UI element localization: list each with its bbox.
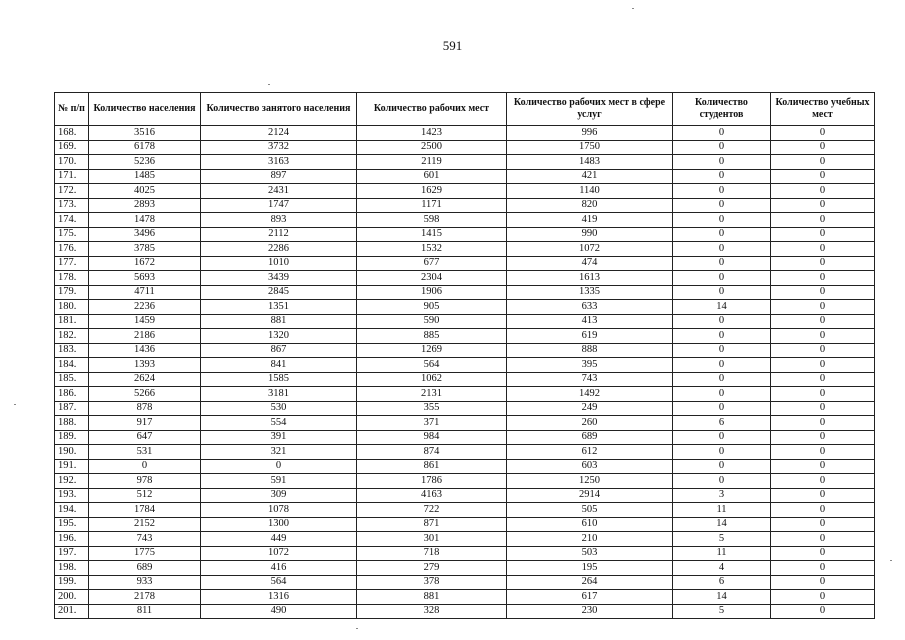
cell-col-study-places: 0 xyxy=(771,546,875,561)
cell-col-students: 0 xyxy=(673,126,771,141)
cell-col-population: 1784 xyxy=(89,503,201,518)
table-row xyxy=(55,387,875,402)
cell-col-students: 14 xyxy=(673,517,771,532)
cell-col-students: 0 xyxy=(673,358,771,373)
table-row xyxy=(55,329,875,344)
cell-col-jobs: 677 xyxy=(357,256,507,271)
cell-col-service-jobs: 474 xyxy=(507,256,673,271)
cell-col-no: 183. xyxy=(55,343,89,358)
table-row xyxy=(55,604,875,619)
cell-col-no: 200. xyxy=(55,590,89,605)
cell-col-study-places: 0 xyxy=(771,358,875,373)
cell-col-population: 2624 xyxy=(89,372,201,387)
table-row xyxy=(55,503,875,518)
table-row xyxy=(55,546,875,561)
cell-col-employed: 2112 xyxy=(201,227,357,242)
cell-col-students: 0 xyxy=(673,445,771,460)
cell-col-service-jobs: 1613 xyxy=(507,271,673,286)
cell-col-jobs: 1269 xyxy=(357,343,507,358)
cell-col-no: 201. xyxy=(55,604,89,619)
cell-col-employed: 1300 xyxy=(201,517,357,532)
scan-speck xyxy=(268,84,270,85)
cell-col-employed: 0 xyxy=(201,459,357,474)
table-row xyxy=(55,213,875,228)
cell-col-population: 2893 xyxy=(89,198,201,213)
cell-col-students: 14 xyxy=(673,300,771,315)
cell-col-service-jobs: 195 xyxy=(507,561,673,576)
cell-col-service-jobs: 617 xyxy=(507,590,673,605)
table-row xyxy=(55,256,875,271)
cell-col-study-places: 0 xyxy=(771,401,875,416)
cell-col-jobs: 328 xyxy=(357,604,507,619)
cell-col-population: 1436 xyxy=(89,343,201,358)
cell-col-service-jobs: 743 xyxy=(507,372,673,387)
cell-col-population: 743 xyxy=(89,532,201,547)
table-row xyxy=(55,474,875,489)
cell-col-no: 169. xyxy=(55,140,89,155)
cell-col-jobs: 718 xyxy=(357,546,507,561)
cell-col-jobs: 598 xyxy=(357,213,507,228)
cell-col-study-places: 0 xyxy=(771,285,875,300)
cell-col-students: 11 xyxy=(673,503,771,518)
cell-col-employed: 881 xyxy=(201,314,357,329)
cell-col-jobs: 874 xyxy=(357,445,507,460)
cell-col-jobs: 871 xyxy=(357,517,507,532)
table-row xyxy=(55,126,875,141)
cell-col-population: 2186 xyxy=(89,329,201,344)
cell-col-population: 647 xyxy=(89,430,201,445)
cell-col-no: 176. xyxy=(55,242,89,257)
cell-col-no: 194. xyxy=(55,503,89,518)
cell-col-employed: 1072 xyxy=(201,546,357,561)
cell-col-service-jobs: 996 xyxy=(507,126,673,141)
cell-col-employed: 3181 xyxy=(201,387,357,402)
cell-col-jobs: 885 xyxy=(357,329,507,344)
cell-col-population: 531 xyxy=(89,445,201,460)
cell-col-service-jobs: 619 xyxy=(507,329,673,344)
cell-col-population: 2236 xyxy=(89,300,201,315)
cell-col-service-jobs: 603 xyxy=(507,459,673,474)
cell-col-population: 2152 xyxy=(89,517,201,532)
cell-col-students: 0 xyxy=(673,285,771,300)
cell-col-no: 173. xyxy=(55,198,89,213)
cell-col-students: 0 xyxy=(673,184,771,199)
cell-col-population: 1485 xyxy=(89,169,201,184)
cell-col-employed: 1078 xyxy=(201,503,357,518)
cell-col-students: 0 xyxy=(673,242,771,257)
cell-col-employed: 554 xyxy=(201,416,357,431)
cell-col-employed: 2286 xyxy=(201,242,357,257)
cell-col-employed: 591 xyxy=(201,474,357,489)
cell-col-population: 811 xyxy=(89,604,201,619)
cell-col-population: 978 xyxy=(89,474,201,489)
cell-col-students: 0 xyxy=(673,401,771,416)
cell-col-population: 4025 xyxy=(89,184,201,199)
cell-col-students: 11 xyxy=(673,546,771,561)
cell-col-population: 0 xyxy=(89,459,201,474)
table-row xyxy=(55,488,875,503)
cell-col-employed: 309 xyxy=(201,488,357,503)
cell-col-service-jobs: 419 xyxy=(507,213,673,228)
cell-col-employed: 2845 xyxy=(201,285,357,300)
table-row xyxy=(55,445,875,460)
cell-col-students: 3 xyxy=(673,488,771,503)
scan-speck xyxy=(356,628,358,629)
cell-col-no: 198. xyxy=(55,561,89,576)
cell-col-students: 14 xyxy=(673,590,771,605)
scan-speck xyxy=(14,404,16,405)
cell-col-no: 196. xyxy=(55,532,89,547)
cell-col-service-jobs: 610 xyxy=(507,517,673,532)
cell-col-jobs: 2119 xyxy=(357,155,507,170)
cell-col-no: 187. xyxy=(55,401,89,416)
cell-col-study-places: 0 xyxy=(771,169,875,184)
cell-col-no: 181. xyxy=(55,314,89,329)
cell-col-study-places: 0 xyxy=(771,126,875,141)
cell-col-students: 0 xyxy=(673,430,771,445)
cell-col-population: 5236 xyxy=(89,155,201,170)
cell-col-study-places: 0 xyxy=(771,561,875,576)
cell-col-service-jobs: 260 xyxy=(507,416,673,431)
cell-col-employed: 1747 xyxy=(201,198,357,213)
cell-col-population: 3516 xyxy=(89,126,201,141)
cell-col-no: 190. xyxy=(55,445,89,460)
cell-col-jobs: 355 xyxy=(357,401,507,416)
table-row xyxy=(55,169,875,184)
cell-col-employed: 391 xyxy=(201,430,357,445)
cell-col-employed: 2431 xyxy=(201,184,357,199)
cell-col-employed: 416 xyxy=(201,561,357,576)
cell-col-students: 0 xyxy=(673,227,771,242)
cell-col-employed: 321 xyxy=(201,445,357,460)
cell-col-study-places: 0 xyxy=(771,474,875,489)
table-row xyxy=(55,343,875,358)
cell-col-study-places: 0 xyxy=(771,271,875,286)
cell-col-students: 0 xyxy=(673,198,771,213)
cell-col-jobs: 590 xyxy=(357,314,507,329)
cell-col-employed: 2124 xyxy=(201,126,357,141)
cell-col-population: 2178 xyxy=(89,590,201,605)
cell-col-jobs: 2500 xyxy=(357,140,507,155)
cell-col-service-jobs: 249 xyxy=(507,401,673,416)
table-header xyxy=(55,93,875,126)
cell-col-study-places: 0 xyxy=(771,329,875,344)
table-row xyxy=(55,532,875,547)
page-number: 591 xyxy=(442,38,463,53)
cell-col-no: 186. xyxy=(55,387,89,402)
cell-col-study-places: 0 xyxy=(771,459,875,474)
cell-col-population: 1775 xyxy=(89,546,201,561)
cell-col-no: 168. xyxy=(55,126,89,141)
table-row xyxy=(55,198,875,213)
header-col-population: Количество населения xyxy=(89,93,201,126)
cell-col-service-jobs: 1072 xyxy=(507,242,673,257)
cell-col-jobs: 881 xyxy=(357,590,507,605)
cell-col-jobs: 2131 xyxy=(357,387,507,402)
cell-col-employed: 530 xyxy=(201,401,357,416)
cell-col-study-places: 0 xyxy=(771,445,875,460)
header-col-no: № п/п xyxy=(55,93,89,126)
cell-col-students: 0 xyxy=(673,387,771,402)
cell-col-no: 182. xyxy=(55,329,89,344)
table-row xyxy=(55,372,875,387)
cell-col-students: 0 xyxy=(673,474,771,489)
cell-col-no: 193. xyxy=(55,488,89,503)
scan-speck xyxy=(890,560,892,561)
table-row xyxy=(55,358,875,373)
cell-col-study-places: 0 xyxy=(771,343,875,358)
cell-col-employed: 1320 xyxy=(201,329,357,344)
cell-col-employed: 490 xyxy=(201,604,357,619)
cell-col-no: 191. xyxy=(55,459,89,474)
table-row xyxy=(55,575,875,590)
cell-col-employed: 867 xyxy=(201,343,357,358)
cell-col-service-jobs: 1492 xyxy=(507,387,673,402)
table-row xyxy=(55,271,875,286)
table-row xyxy=(55,227,875,242)
cell-col-students: 5 xyxy=(673,532,771,547)
cell-col-jobs: 1423 xyxy=(357,126,507,141)
cell-col-employed: 3732 xyxy=(201,140,357,155)
cell-col-study-places: 0 xyxy=(771,372,875,387)
cell-col-students: 0 xyxy=(673,169,771,184)
table-row xyxy=(55,300,875,315)
cell-col-no: 189. xyxy=(55,430,89,445)
cell-col-population: 1478 xyxy=(89,213,201,228)
cell-col-no: 175. xyxy=(55,227,89,242)
cell-col-population: 1459 xyxy=(89,314,201,329)
cell-col-service-jobs: 633 xyxy=(507,300,673,315)
cell-col-population: 878 xyxy=(89,401,201,416)
table-row xyxy=(55,242,875,257)
cell-col-study-places: 0 xyxy=(771,140,875,155)
cell-col-population: 3785 xyxy=(89,242,201,257)
header-col-employed: Количество занятого населения xyxy=(201,93,357,126)
cell-col-service-jobs: 505 xyxy=(507,503,673,518)
cell-col-service-jobs: 1335 xyxy=(507,285,673,300)
scan-speck xyxy=(632,8,634,9)
cell-col-study-places: 0 xyxy=(771,488,875,503)
cell-col-students: 0 xyxy=(673,155,771,170)
cell-col-service-jobs: 1250 xyxy=(507,474,673,489)
cell-col-students: 0 xyxy=(673,256,771,271)
cell-col-service-jobs: 421 xyxy=(507,169,673,184)
cell-col-students: 6 xyxy=(673,416,771,431)
cell-col-no: 197. xyxy=(55,546,89,561)
cell-col-service-jobs: 395 xyxy=(507,358,673,373)
cell-col-no: 174. xyxy=(55,213,89,228)
cell-col-no: 170. xyxy=(55,155,89,170)
cell-col-no: 188. xyxy=(55,416,89,431)
cell-col-population: 689 xyxy=(89,561,201,576)
cell-col-population: 512 xyxy=(89,488,201,503)
header-col-study-places: Количество учебных мест xyxy=(771,93,875,126)
cell-col-employed: 1010 xyxy=(201,256,357,271)
table-row xyxy=(55,285,875,300)
cell-col-no: 178. xyxy=(55,271,89,286)
cell-col-students: 5 xyxy=(673,604,771,619)
cell-col-population: 933 xyxy=(89,575,201,590)
cell-col-study-places: 0 xyxy=(771,416,875,431)
cell-col-jobs: 601 xyxy=(357,169,507,184)
cell-col-jobs: 1786 xyxy=(357,474,507,489)
table-row xyxy=(55,416,875,431)
cell-col-students: 0 xyxy=(673,213,771,228)
cell-col-service-jobs: 413 xyxy=(507,314,673,329)
cell-col-jobs: 1629 xyxy=(357,184,507,199)
cell-col-study-places: 0 xyxy=(771,155,875,170)
cell-col-jobs: 722 xyxy=(357,503,507,518)
cell-col-students: 6 xyxy=(673,575,771,590)
header-col-students: Количество студентов xyxy=(673,93,771,126)
cell-col-employed: 3163 xyxy=(201,155,357,170)
cell-col-study-places: 0 xyxy=(771,532,875,547)
cell-col-students: 0 xyxy=(673,372,771,387)
cell-col-students: 0 xyxy=(673,271,771,286)
cell-col-jobs: 1062 xyxy=(357,372,507,387)
table-row xyxy=(55,430,875,445)
table-row xyxy=(55,401,875,416)
table-row xyxy=(55,561,875,576)
cell-col-no: 195. xyxy=(55,517,89,532)
cell-col-jobs: 4163 xyxy=(357,488,507,503)
cell-col-study-places: 0 xyxy=(771,575,875,590)
header-col-jobs: Количество рабочих мест xyxy=(357,93,507,126)
table-row xyxy=(55,459,875,474)
cell-col-no: 184. xyxy=(55,358,89,373)
cell-col-jobs: 1415 xyxy=(357,227,507,242)
cell-col-service-jobs: 210 xyxy=(507,532,673,547)
cell-col-service-jobs: 820 xyxy=(507,198,673,213)
cell-col-study-places: 0 xyxy=(771,256,875,271)
cell-col-students: 0 xyxy=(673,140,771,155)
cell-col-population: 917 xyxy=(89,416,201,431)
data-table xyxy=(54,92,875,619)
table-row xyxy=(55,590,875,605)
table-row xyxy=(55,155,875,170)
cell-col-jobs: 301 xyxy=(357,532,507,547)
cell-col-jobs: 984 xyxy=(357,430,507,445)
cell-col-study-places: 0 xyxy=(771,590,875,605)
cell-col-study-places: 0 xyxy=(771,604,875,619)
table-row xyxy=(55,314,875,329)
cell-col-no: 171. xyxy=(55,169,89,184)
cell-col-population: 6178 xyxy=(89,140,201,155)
cell-col-study-places: 0 xyxy=(771,517,875,532)
cell-col-population: 3496 xyxy=(89,227,201,242)
cell-col-study-places: 0 xyxy=(771,184,875,199)
cell-col-no: 179. xyxy=(55,285,89,300)
cell-col-population: 1393 xyxy=(89,358,201,373)
cell-col-no: 177. xyxy=(55,256,89,271)
cell-col-no: 185. xyxy=(55,372,89,387)
cell-col-population: 1672 xyxy=(89,256,201,271)
cell-col-no: 199. xyxy=(55,575,89,590)
cell-col-employed: 841 xyxy=(201,358,357,373)
cell-col-jobs: 564 xyxy=(357,358,507,373)
cell-col-service-jobs: 1140 xyxy=(507,184,673,199)
cell-col-service-jobs: 612 xyxy=(507,445,673,460)
cell-col-service-jobs: 503 xyxy=(507,546,673,561)
cell-col-employed: 3439 xyxy=(201,271,357,286)
cell-col-jobs: 1171 xyxy=(357,198,507,213)
cell-col-population: 5693 xyxy=(89,271,201,286)
cell-col-service-jobs: 990 xyxy=(507,227,673,242)
table-row xyxy=(55,184,875,199)
cell-col-employed: 564 xyxy=(201,575,357,590)
cell-col-study-places: 0 xyxy=(771,213,875,228)
cell-col-service-jobs: 689 xyxy=(507,430,673,445)
table-body xyxy=(55,126,875,619)
cell-col-service-jobs: 2914 xyxy=(507,488,673,503)
cell-col-employed: 1585 xyxy=(201,372,357,387)
header-row xyxy=(55,93,875,126)
cell-col-no: 180. xyxy=(55,300,89,315)
cell-col-employed: 1316 xyxy=(201,590,357,605)
cell-col-population: 5266 xyxy=(89,387,201,402)
header-col-service-jobs: Количество рабочих мест в сфере услуг xyxy=(507,93,673,126)
cell-col-jobs: 279 xyxy=(357,561,507,576)
cell-col-service-jobs: 230 xyxy=(507,604,673,619)
cell-col-study-places: 0 xyxy=(771,430,875,445)
cell-col-jobs: 1906 xyxy=(357,285,507,300)
cell-col-study-places: 0 xyxy=(771,198,875,213)
cell-col-jobs: 1532 xyxy=(357,242,507,257)
cell-col-employed: 449 xyxy=(201,532,357,547)
cell-col-study-places: 0 xyxy=(771,227,875,242)
cell-col-students: 4 xyxy=(673,561,771,576)
cell-col-study-places: 0 xyxy=(771,503,875,518)
cell-col-service-jobs: 1483 xyxy=(507,155,673,170)
cell-col-no: 172. xyxy=(55,184,89,199)
table-row xyxy=(55,517,875,532)
cell-col-employed: 897 xyxy=(201,169,357,184)
cell-col-study-places: 0 xyxy=(771,300,875,315)
cell-col-study-places: 0 xyxy=(771,314,875,329)
cell-col-jobs: 905 xyxy=(357,300,507,315)
cell-col-students: 0 xyxy=(673,343,771,358)
cell-col-service-jobs: 1750 xyxy=(507,140,673,155)
cell-col-jobs: 2304 xyxy=(357,271,507,286)
cell-col-employed: 893 xyxy=(201,213,357,228)
cell-col-jobs: 378 xyxy=(357,575,507,590)
cell-col-jobs: 861 xyxy=(357,459,507,474)
cell-col-employed: 1351 xyxy=(201,300,357,315)
cell-col-jobs: 371 xyxy=(357,416,507,431)
cell-col-service-jobs: 888 xyxy=(507,343,673,358)
cell-col-students: 0 xyxy=(673,459,771,474)
cell-col-study-places: 0 xyxy=(771,242,875,257)
cell-col-no: 192. xyxy=(55,474,89,489)
cell-col-service-jobs: 264 xyxy=(507,575,673,590)
cell-col-study-places: 0 xyxy=(771,387,875,402)
cell-col-students: 0 xyxy=(673,329,771,344)
table-row xyxy=(55,140,875,155)
cell-col-students: 0 xyxy=(673,314,771,329)
cell-col-population: 4711 xyxy=(89,285,201,300)
